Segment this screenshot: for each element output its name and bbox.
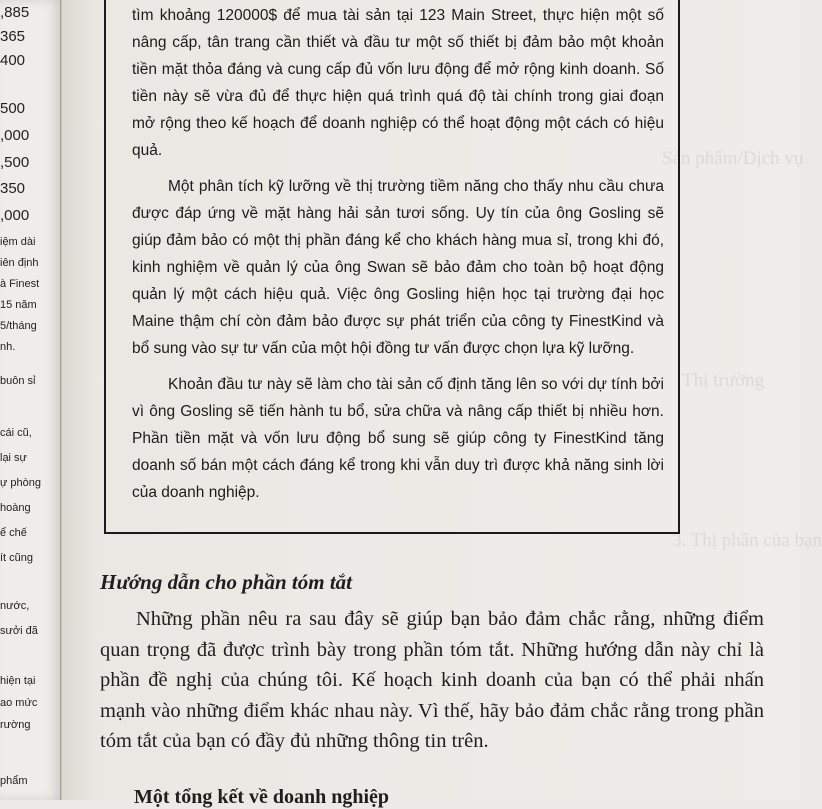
bleed-through-text: Sản phẩm/Dịch vụ [662, 148, 804, 169]
left-page-fragment: 5/tháng [0, 320, 37, 332]
left-page-fragment: phẩm [0, 775, 28, 787]
left-page-fragment: nh. [0, 341, 16, 353]
left-page-fragment: nước, [0, 600, 30, 612]
bleed-through-text: Thị trường [682, 370, 765, 391]
left-page-fragment: cái cũ, [0, 427, 32, 439]
left-page-fragment: 500 [0, 100, 26, 117]
left-page-fragment: 365 [0, 28, 26, 45]
box-paragraph-2: Một phân tích kỹ lưỡng về thị trường tiềm năng cho thấy nhu cầu chưa được đáp ứng về mặt hàng hải sản tươi sống. Uy tín của ông Gosling sẽ giúp đảm bảo có một thị phần đáng kể cho khách hàng mua sỉ, trong khi đó, kinh nghiệm về quản lý của ông Swan sẽ bảo đảm cho toàn bộ hoạt động quản lý một cách hiệu quả. Việc ông Gosling hiện học tại trường đại học Maine thậm chí còn đảm bảo được sự phát triển của công ty FinestKind và bổ sung vào sự tư vấn của một hội đồng tư vấn được chọn lựa kỹ lưỡng. [132, 178, 664, 357]
left-page-fragment: sưởi đã [0, 625, 38, 637]
left-page-fragment: à Finest [0, 278, 40, 290]
left-page-fragment: lại sự [0, 452, 27, 464]
left-page-fragment: 15 năm [0, 299, 37, 311]
left-page-fragment: hoàng [0, 502, 31, 514]
box-top-cut-text [496, 0, 655, 2]
left-page-fragment: hiện tại [0, 675, 36, 687]
left-facing-page [0, 0, 61, 800]
summary-box [104, 0, 680, 534]
left-page-fragment: ,500 [0, 154, 30, 171]
box-paragraph-1: tìm khoảng 120000$ để mua tài sản tại 123 Main Street, thực hiện một số nâng cấp, tân trang cần thiết và đầu tư một số thiết bị đảm bảo một khoản tiền mặt thỏa đáng và cung cấp đủ vốn lưu động để mở rộng kinh doanh. Số tiền này sẽ vừa đủ để thực hiện quá trình quá độ tài chính trong giai đoạn mở rộng theo kế hoạch để doanh nghiệp có thể hoạt động một cách có hiệu quả. [132, 7, 664, 159]
section-heading: Hướng dẫn cho phần tóm tắt [100, 570, 352, 594]
bleed-through-text: 3. Thị phần của bạn [672, 530, 822, 551]
left-page-fragment: 400 [0, 52, 26, 69]
left-page-fragment: ,000 [0, 207, 30, 224]
left-page-fragment: ao mức [0, 697, 38, 709]
left-page-fragment: ,000 [0, 127, 30, 144]
left-page-fragment: ,885 [0, 4, 30, 21]
left-page-fragment: iệm dài [0, 236, 36, 248]
cutoff-line: Một tổng kết về doanh nghiệp [134, 786, 390, 808]
left-page-fragment: rường [0, 719, 31, 731]
left-page-fragment: iên định [0, 257, 39, 269]
left-page-fragment: ít cũng [0, 552, 34, 564]
left-page-fragment: ể chế [0, 527, 27, 539]
left-page-fragment: buôn sỉ [0, 375, 36, 387]
box-paragraph-3: Khoản đầu tư này sẽ làm cho tài sản cố định tăng lên so với dự tính bởi vì ông Gosling sẽ tiến hành tu bổ, sửa chữa và nâng cấp thiết bị nhiều hơn. Phần tiền mặt và vốn lưu động bổ sung sẽ giúp công ty FinestKind tăng doanh số bán một cách đáng kể trong khi vẫn duy trì được khả năng sinh lời của doanh nghiệp. [132, 376, 664, 501]
left-page-fragment: ự phòng [0, 477, 42, 489]
left-page-fragment: 350 [0, 180, 26, 197]
section-body: Những phần nêu ra sau đây sẽ giúp bạn bảo đảm chắc rằng, những điểm quan trọng đã được trình bày trong phần tóm tắt. Những hướng dẫn này chỉ là phần đề nghị của chúng tôi. Kế hoạch kinh doanh của bạn có thể phải nhấn mạnh vào những điểm khác nhau này. Vì thế, hãy bảo đảm chắc rằng trong phần tóm tắt của bạn có đầy đủ những thông tin trên. [100, 608, 764, 753]
